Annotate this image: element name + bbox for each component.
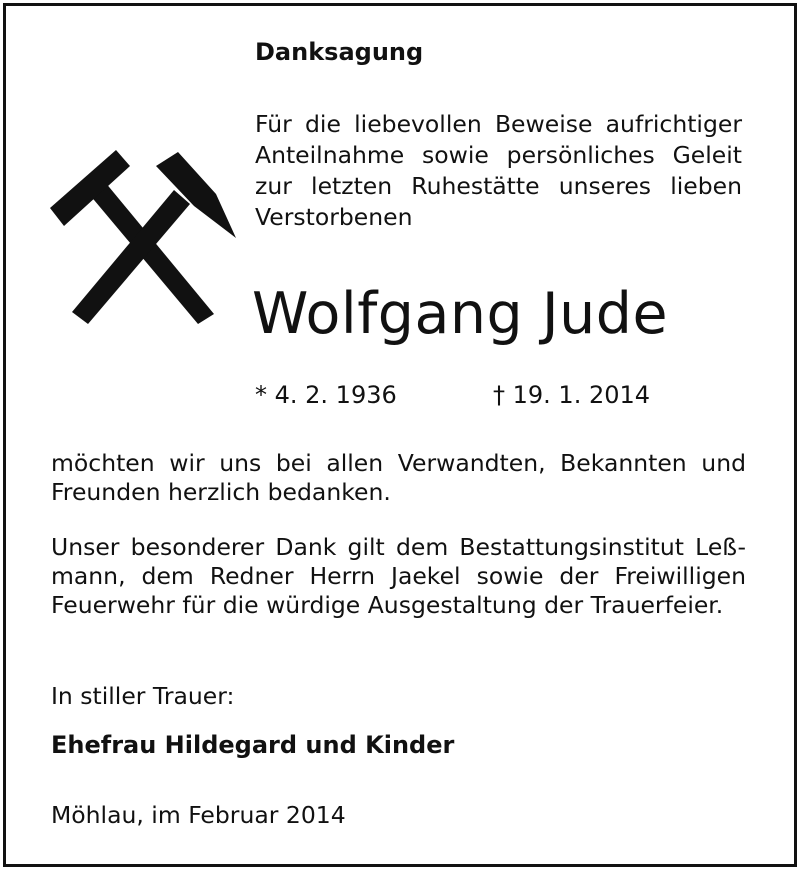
notice-heading: Danksagung bbox=[255, 38, 424, 66]
hammer-and-pick-icon bbox=[44, 146, 240, 326]
paragraph-line: möchten wir uns bei allen Verwandten, Bekannten und bbox=[51, 449, 746, 477]
paragraph-line: Unser besonderer Dank gilt dem Bestattungsinstitut Leß- bbox=[51, 533, 746, 561]
special-thanks-paragraph bbox=[51, 533, 746, 620]
intro-line: Für die liebevollen Beweise aufrichtiger bbox=[255, 110, 742, 138]
intro-line: Verstorbenen bbox=[255, 203, 413, 231]
paragraph-line: Feuerwehr für die würdige Ausgestaltung der Trauerfeier. bbox=[51, 591, 724, 619]
place-date: Möhlau, im Februar 2014 bbox=[51, 801, 346, 829]
mourning-line: In stiller Trauer: bbox=[51, 682, 235, 710]
paragraph-line: Freunden herzlich bedanken. bbox=[51, 478, 391, 506]
paragraph-line: mann, dem Redner Herrn Jaekel sowie der Freiwilligen bbox=[51, 562, 746, 590]
intro-text bbox=[255, 109, 742, 233]
thanks-paragraph bbox=[51, 449, 746, 507]
deceased-name: Wolfgang Jude bbox=[252, 281, 669, 347]
signature: Ehefrau Hildegard und Kinder bbox=[51, 731, 455, 759]
death-date: † 19. 1. 2014 bbox=[493, 381, 651, 409]
intro-line: Anteilnahme sowie persönliches Geleit bbox=[255, 141, 742, 169]
intro-line: zur letzten Ruhestätte unseres lieben bbox=[255, 172, 742, 200]
birth-date: * 4. 2. 1936 bbox=[255, 381, 397, 409]
